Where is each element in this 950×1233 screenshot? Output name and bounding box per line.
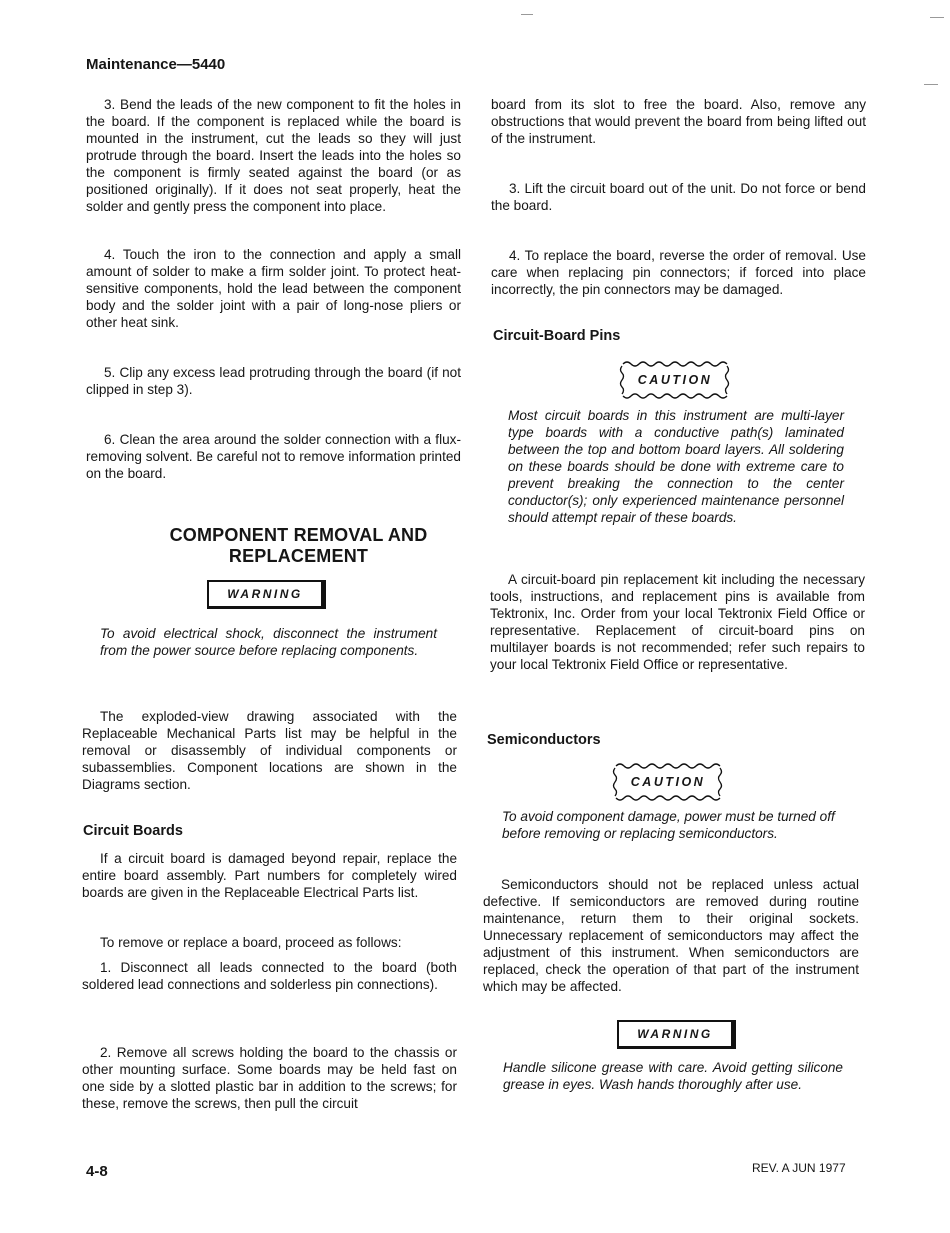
scan-mark (521, 14, 533, 15)
circuit-board-pins-heading: Circuit-Board Pins (493, 328, 621, 344)
section-heading (86, 525, 511, 567)
caution-box-semiconductors (612, 762, 724, 802)
page-header-title: Maintenance—5440 (86, 56, 226, 73)
revision-date: REV. A JUN 1977 (752, 1161, 846, 1175)
caution-label: CAUTION (630, 775, 706, 789)
pins-paragraph: A circuit-board pin replacement kit including the necessary tools, instructions, and replacement pins is available from Tektronix, Inc. Order from your local Tektronix Field Office or representative. Replacement of circuit-board pins on multilayer boards is not recommended; refer such repairs to your local Tektronix Field Office or representative. (490, 572, 865, 672)
remove-intro-paragraph: To remove or replace a board, proceed as follows: (100, 935, 402, 950)
step-5-paragraph: 5. Clip any excess lead protruding through the board (if not clipped in step 3). (86, 365, 461, 397)
remove-step-2-paragraph: 2. Remove all screws holding the board to the chassis or other mounting surface. Some boards may be held fast on one side by a slotted plastic bar in addition to the screws; for these, remove the screws, then pull the circuit (82, 1045, 457, 1111)
warning-shock-text: To avoid electrical shock, disconnect the instrument from the power source before replacing components. (100, 626, 437, 658)
page-number: 4-8 (86, 1163, 108, 1180)
warning-box-silicone (617, 1020, 736, 1049)
step-6-paragraph: 6. Clean the area around the solder connection with a flux-removing solvent. Be careful not to remove information printed on the board. (86, 432, 461, 481)
caution-box-pins (619, 360, 731, 400)
caution-label: CAUTION (637, 373, 713, 387)
step-4-paragraph: 4. Touch the iron to the connection and apply a small amount of solder to make a firm solder joint. To protect heat-sensitive components, hold the lead between the component body and the solder joint with a pair of long-nose pliers or other heat sink. (86, 247, 461, 330)
step-3-paragraph: 3. Bend the leads of the new component to fit the holes in the board. If the component is replaced while the board is mounted in the instrument, cut the leads so they will just protrude through the board. Insert the leads into the holes so the component is firmly seated against the board (or as positioned originally). If it does not seat properly, heat the solder and gently press the component into place. (86, 97, 461, 214)
semiconductors-heading: Semiconductors (487, 732, 601, 748)
replace-board-paragraph: 4. To replace the board, reverse the order of removal. Use care when replacing pin connectors; if forced into place incorrectly, the pin connectors may be damaged. (491, 248, 866, 297)
scan-mark (924, 84, 938, 85)
warning-label: WARNING (637, 1027, 713, 1041)
semiconductors-paragraph: Semiconductors should not be replaced unless actual defective. If semiconductors are removed during routine maintenance, return them to their original sockets. Unnecessary replacement of semiconductors may affect the adjustment of this instrument. When semiconductors are replaced, check the operation of that part of the instrument which may be affected. (483, 877, 859, 994)
continuation-paragraph: board from its slot to free the board. Also, remove any obstructions that would prevent the board from being lifted out of the instrument. (491, 97, 866, 146)
pins-caution-text: Most circuit boards in this instrument are multi-layer type boards with a conductive path(s) laminated between the top and bottom board layers. All soldering on these boards should be done with extreme care to prevent breaking the connection to the center conductor(s); only experienced maintenance personnel should attempt repair of these boards. (508, 408, 844, 525)
section-heading-line-2: REPLACEMENT (228, 546, 369, 566)
section-heading-line-1: COMPONENT REMOVAL AND (169, 525, 428, 545)
exploded-view-paragraph: The exploded-view drawing associated with the Replaceable Mechanical Parts list may be helpful in the removal or disassembly of individual components or subassemblies. Component locations are shown in the Diagrams section. (82, 709, 457, 792)
semiconductors-caution-text: To avoid component damage, power must be turned off before removing or replacing semiconductors. (502, 809, 835, 841)
circuit-boards-heading: Circuit Boards (83, 823, 183, 839)
warning-box (207, 580, 326, 609)
remove-step-1-paragraph: 1. Disconnect all leads connected to the board (both soldered lead connections and solderless pin connections). (82, 960, 457, 992)
silicone-warning-text: Handle silicone grease with care. Avoid getting silicone grease in eyes. Wash hands thoroughly after use. (503, 1060, 843, 1092)
lift-board-paragraph: 3. Lift the circuit board out of the unit. Do not force or bend the board. (491, 181, 866, 213)
circuit-boards-paragraph: If a circuit board is damaged beyond repair, replace the entire board assembly. Part numbers for completely wired boards are given in the Replaceable Electrical Parts list. (82, 851, 457, 900)
scan-mark (930, 17, 944, 18)
warning-label: WARNING (227, 587, 303, 601)
